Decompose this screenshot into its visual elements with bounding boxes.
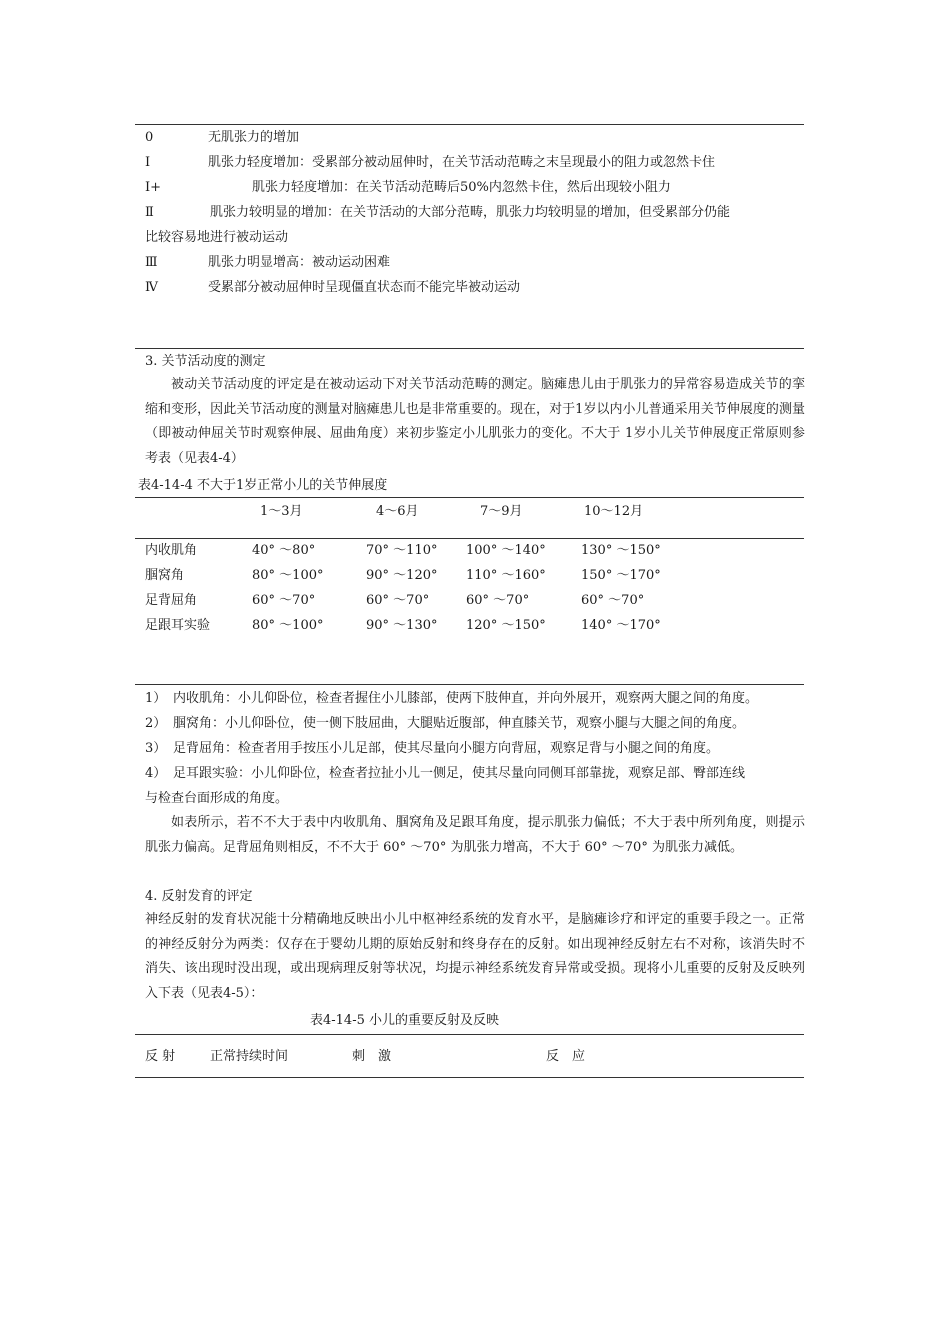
grade-description: 无肌张力的增加 [208,130,300,145]
grade-description: 肌张力轻度增加：在关节活动范畴后50%内忽然卡住，然后出现较小阻力 [252,180,671,195]
column-header: 7～9月 [480,504,523,519]
interpretation-paragraph: 如表所示，若不不大于表中内收肌角、腘窝角及足跟耳角度，提示肌张力偏低；不大于表中所列角度，则提示肌张力偏高。足背屈角则相反，不不大于 60° ～70° 为肌张力增高，不大于 60° ～70° 为肌张力减低。 [145,815,805,855]
grade-label: Ⅳ [145,280,158,295]
column-header: 刺 激 [352,1049,392,1064]
table-cell: 150° ～170° [581,568,661,583]
note-number: 3） [145,741,167,756]
column-header: 10～12月 [584,504,644,519]
table-4-4-header-rule [135,538,804,539]
table-cell: 120° ～150° [466,618,546,633]
note-number: 1） [145,691,167,706]
note-text: 腘窝角：小儿仰卧位，使一侧下肢屈曲，大腿贴近腹部，伸直膝关节，观察小腿与大腿之间的角度。 [173,716,746,731]
grade-description: 肌张力轻度增加：受累部分被动屈伸时，在关节活动范畴之末呈现最小的阻力或忽然卡住 [208,155,716,170]
section-3-heading: 3. 关节活动度的测定 [145,354,266,369]
note-text: 足耳跟实验：小儿仰卧位，检查者拉扯小儿一侧足，使其尽量向同侧耳部靠拢，观察足部、臀部连线 [173,766,746,781]
grading-table-top-rule [135,124,804,125]
column-header: 反 射 [145,1049,176,1064]
column-header: 1～3月 [260,504,303,519]
note-number: 2） [145,716,167,731]
row-label: 腘窝角 [145,568,185,583]
table-4-4-bottom-rule [135,684,804,685]
section-4-heading: 4. 反射发育的评定 [145,889,253,904]
table-4-4-caption: 表4-14-4 不大于1岁正常小儿的关节伸展度 [138,478,388,493]
grading-table-bottom-rule [135,348,804,349]
table-4-5-caption: 表4-14-5 小儿的重要反射及反映 [310,1013,500,1028]
table-cell: 40° ～80° [252,543,316,558]
grade-description: 受累部分被动屈伸时呈现僵直状态而不能完毕被动运动 [208,280,521,295]
grade-description: 肌张力较明显的增加：在关节活动的大部分范畴，肌张力均较明显的增加，但受累部分仍能 [210,205,731,220]
table-4-4-top-rule [135,497,804,498]
note-number: 4） [145,766,167,781]
grade-label: Ⅰ [145,155,151,170]
row-label: 足背屈角 [145,593,198,608]
table-cell: 70° ～110° [366,543,438,558]
row-label: 足跟耳实验 [145,618,211,633]
grade-description: 肌张力明显增高：被动运动困难 [208,255,391,270]
column-header: 反 应 [546,1049,586,1064]
column-header: 4～6月 [376,504,419,519]
column-header: 正常持续时间 [210,1049,289,1064]
table-cell: 130° ～150° [581,543,661,558]
table-4-5-top-rule [135,1034,804,1035]
note-text-continued: 与检查台面形成的角度。 [145,791,289,806]
grade-label: Ⅲ [145,255,158,270]
table-cell: 90° ～120° [366,568,438,583]
table-cell: 60° ～70° [366,593,430,608]
note-text: 足背屈角：检查者用手按压小儿足部，使其尽量向小腿方向背屈，观察足背与小腿之间的角度。 [173,741,720,756]
table-cell: 90° ～130° [366,618,438,633]
grade-label: Ⅱ [145,205,154,220]
table-cell: 60° ～70° [581,593,645,608]
section-4-body: 神经反射的发育状况能十分精确地反映出小儿中枢神经系统的发育水平，是脑瘫诊疗和评定的重要手段之一。正常的神经反射分为两类：仅存在于婴幼儿期的原始反射和终身存在的反射。如出现神经反射左右不对称，该消失时不消失、该出现时没出现，或出现病理反射等状况，均提示神经系统发育异常或受损。现将小儿重要的反射及反映列入下表（见表4-5）： [145,912,805,1001]
grade-description-continued: 比较容易地进行被动运动 [145,230,289,245]
note-text: 内收肌角：小儿仰卧位，检查者握住小儿膝部，使两下肢伸直，并向外展开，观察两大腿之间的角度。 [173,691,759,706]
table-cell: 80° ～100° [252,618,324,633]
table-4-5-header-rule [135,1077,804,1078]
table-cell: 140° ～170° [581,618,661,633]
table-cell: 80° ～100° [252,568,324,583]
row-label: 内收肌角 [145,543,198,558]
grade-label: Ⅰ+ [145,180,162,195]
table-cell: 100° ～140° [466,543,546,558]
grade-label: 0 [145,130,154,145]
section-3-body: 被动关节活动度的评定是在被动运动下对关节活动范畴的测定。脑瘫患儿由于肌张力的异常容易造成关节的挛缩和变形，因此关节活动度的测量对脑瘫患儿也是非常重要的。现在，对于1岁以内小儿普通采用关节伸展度的测量（即被动伸屈关节时观察伸展、屈曲角度）来初步鉴定小儿肌张力的变化。不大于 1岁小儿关节伸展度正常原则参考表（见表4-4） [145,377,805,466]
table-cell: 60° ～70° [466,593,530,608]
table-cell: 60° ～70° [252,593,316,608]
table-cell: 110° ～160° [466,568,546,583]
